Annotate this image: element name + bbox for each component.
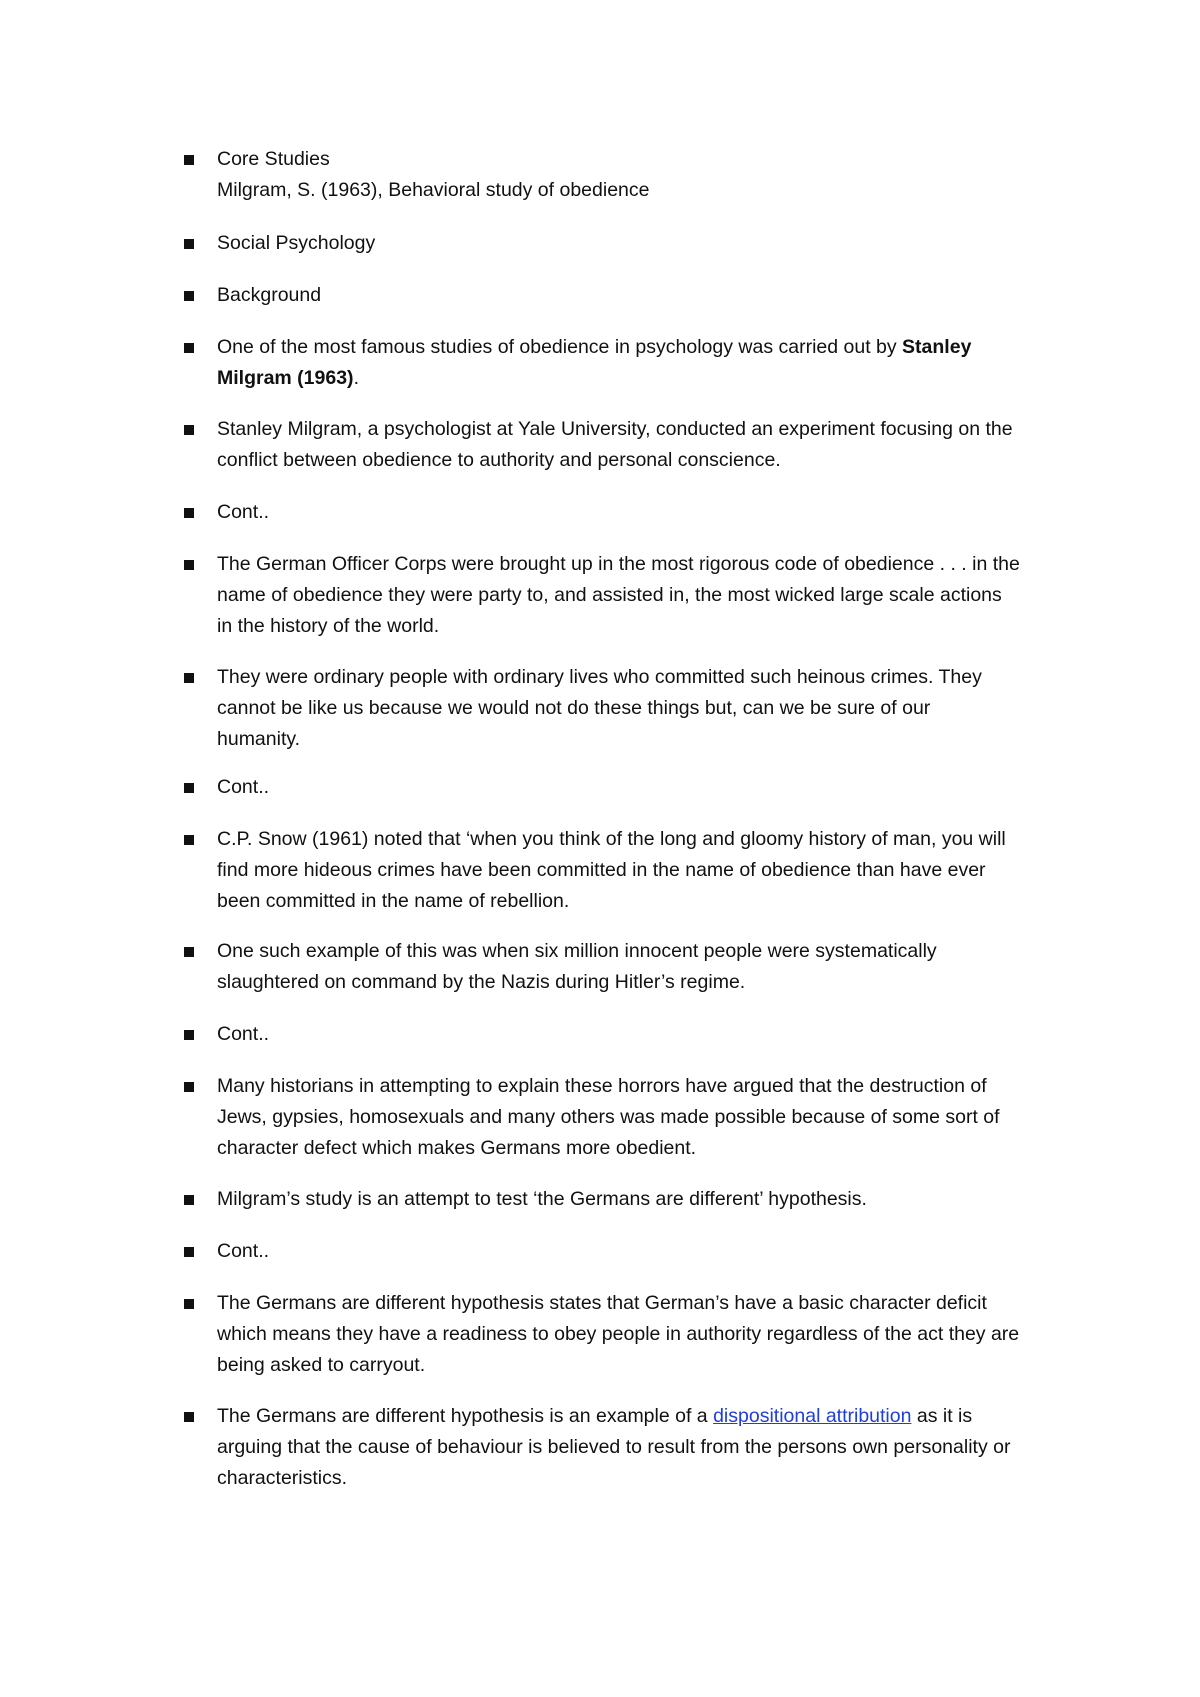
list-item: Milgram’s study is an attempt to test ‘the Germans are different’ hypothesis. [217,1184,1077,1215]
list-item: C.P. Snow (1961) noted that ‘when you think of the long and gloomy history of man, you will find more hideous crimes have been committed in the name of obedience than have ever been committed in the name of rebellion. [217,824,1077,917]
list-item: The German Officer Corps were brought up in the most rigorous code of obedience . . . in the name of obedience they were party to, and assisted in, the most wicked large scale actions in the history of the world. [217,549,1077,642]
list-item: The Germans are different hypothesis states that German’s have a basic character deficit which means they have a readiness to obey people in authority regardless of the act they are being asked to carryout. [217,1288,1077,1381]
list-item: One of the most famous studies of obedience in psychology was carried out by Stanley Milgram (1963). [217,332,1077,394]
square-bullet-icon [184,673,194,683]
square-bullet-icon [184,1412,194,1422]
list-item: Cont.. [217,497,1077,528]
square-bullet-icon [184,508,194,518]
list-item: The Germans are different hypothesis is an example of a dispositional attribution as it is arguing that the cause of behaviour is believed to result from the persons own personality or characteristics. [217,1401,1077,1494]
list-item: Many historians in attempting to explain these horrors have argued that the destruction of Jews, gypsies, homosexuals and many others was made possible because of some sort of character defect which makes Germans more obedient. [217,1071,1077,1164]
square-bullet-icon [184,425,194,435]
square-bullet-icon [184,783,194,793]
square-bullet-icon [184,560,194,570]
dispositional-attribution-link[interactable]: dispositional attribution [713,1405,912,1427]
list-item: Social Psychology [217,228,1077,259]
list-item: Core Studies Milgram, S. (1963), Behavioral study of obedience [217,144,1077,206]
square-bullet-icon [184,1247,194,1257]
list-item: Cont.. [217,772,1077,803]
list-item: They were ordinary people with ordinary lives who committed such heinous crimes. They cannot be like us because we would not do these things but, can we be sure of our humanity. [217,662,1077,755]
list-item: Cont.. [217,1019,1077,1050]
list-item: Cont.. [217,1236,1077,1267]
list-item: Background [217,280,1077,311]
list-item: Stanley Milgram, a psychologist at Yale University, conducted an experiment focusing on the conflict between obedience to authority and personal conscience. [217,414,1077,476]
square-bullet-icon [184,155,194,165]
square-bullet-icon [184,1082,194,1092]
square-bullet-icon [184,239,194,249]
square-bullet-icon [184,343,194,353]
square-bullet-icon [184,947,194,957]
list-item: One such example of this was when six million innocent people were systematically slaughtered on command by the Nazis during Hitler’s regime. [217,936,1077,998]
square-bullet-icon [184,1195,194,1205]
square-bullet-icon [184,291,194,301]
square-bullet-icon [184,835,194,845]
square-bullet-icon [184,1030,194,1040]
square-bullet-icon [184,1299,194,1309]
